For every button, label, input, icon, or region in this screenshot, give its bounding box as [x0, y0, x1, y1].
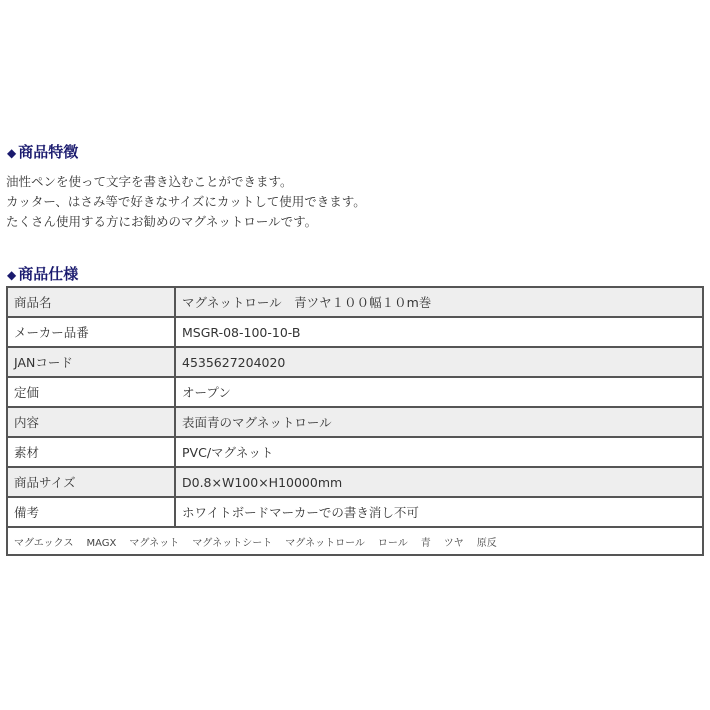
spec-value: 表面青のマグネットロール [175, 407, 703, 437]
diamond-icon: ◆ [7, 146, 17, 160]
keyword: 青 [420, 537, 431, 549]
spec-value: マグネットロール 青ツヤ１００幅１０m巻 [175, 287, 703, 317]
spec-label: 素材 [7, 437, 175, 467]
spec-value: ホワイトボードマーカーでの書き消し不可 [175, 497, 703, 527]
table-row [7, 437, 703, 467]
spec-label: 備考 [7, 497, 175, 527]
spec-value: MSGR-08-100-10-B [175, 317, 703, 347]
keywords-cell [7, 527, 703, 555]
spec-label: 内容 [7, 407, 175, 437]
keyword: マグネットシート [192, 537, 273, 549]
table-row [7, 287, 703, 317]
table-row [7, 407, 703, 437]
diamond-icon: ◆ [7, 268, 17, 282]
table-row [7, 317, 703, 347]
keyword: MAGX [86, 537, 117, 549]
feature-line: 油性ペンを使って文字を書き込むことができます。 [6, 174, 293, 189]
features-description [6, 172, 366, 232]
table-row [7, 347, 703, 377]
spec-value: オープン [175, 377, 703, 407]
features-heading [7, 141, 78, 162]
spec-value: PVC/マグネット [175, 437, 703, 467]
keyword: ツヤ [443, 537, 464, 549]
keyword: マグエックス [14, 537, 74, 549]
spec-label: メーカー品番 [7, 317, 175, 347]
keyword: 原反 [476, 537, 497, 549]
spec-label: 商品名 [7, 287, 175, 317]
features-heading-text: 商品特徴 [18, 143, 79, 161]
specs-table [6, 286, 704, 556]
specs-heading-text: 商品仕様 [18, 265, 79, 283]
table-row [7, 497, 703, 527]
feature-line: たくさん使用する方にお勧めのマグネットロールです。 [6, 214, 318, 229]
keywords-row [7, 527, 703, 555]
spec-label: 商品サイズ [7, 467, 175, 497]
spec-label: 定価 [7, 377, 175, 407]
spec-value: 4535627204020 [175, 347, 703, 377]
keyword: マグネットロール [285, 537, 365, 549]
keyword: マグネット [129, 537, 180, 549]
spec-label: JANコード [7, 347, 175, 377]
table-row [7, 467, 703, 497]
spec-value: D0.8×W100×H10000mm [175, 467, 703, 497]
specs-heading [7, 263, 78, 284]
feature-line: カッター、はさみ等で好きなサイズにカットして使用できます。 [6, 194, 366, 209]
keyword: ロール [377, 537, 408, 549]
table-row [7, 377, 703, 407]
